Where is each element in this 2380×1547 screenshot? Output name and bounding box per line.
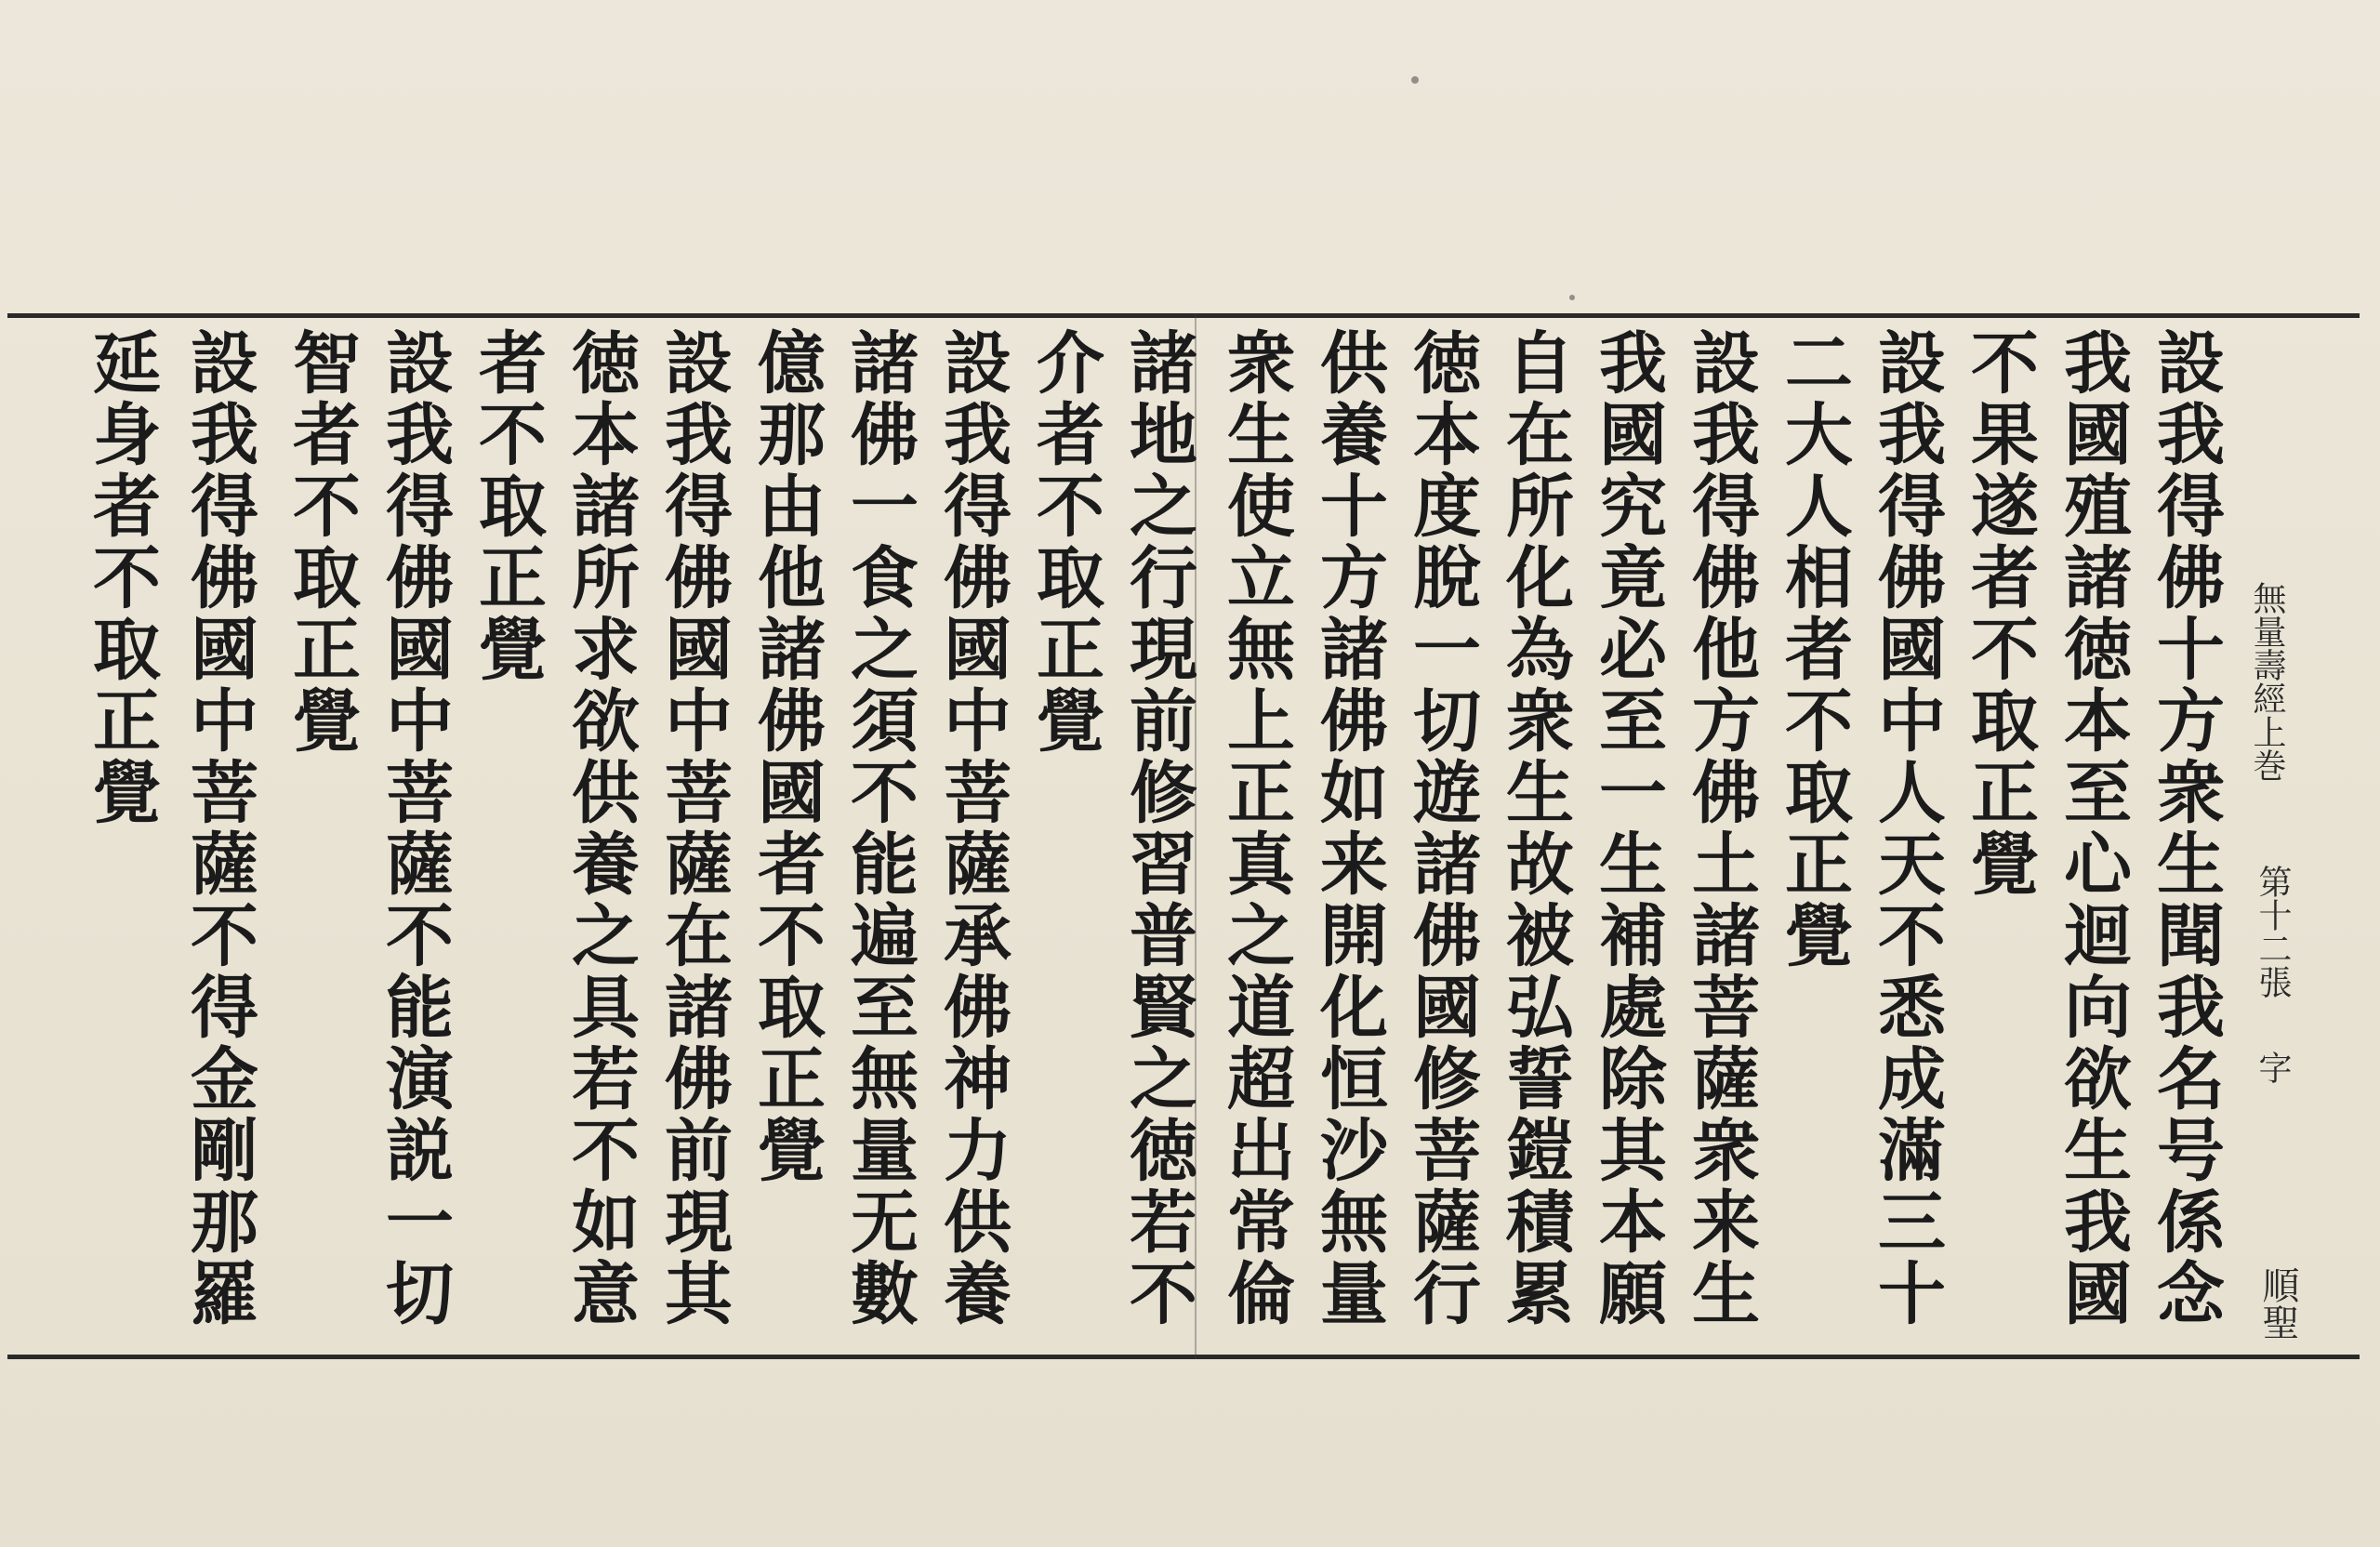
- sutra-title: 無量壽經上巻: [2248, 581, 2286, 782]
- text-column: 智者不取正覺: [281, 327, 361, 757]
- text-column: 我國究竟必至一生補處除其本願: [1587, 327, 1667, 1329]
- page-number: 第十二張: [2254, 865, 2292, 998]
- text-column: 設我得佛國中菩薩不得金剛那羅: [178, 327, 258, 1329]
- margin-bottom-label: 順聖: [2256, 1266, 2299, 1341]
- margin-char: 字: [2254, 1051, 2292, 1084]
- text-column: 設我得佛國中菩薩在諸佛前現其: [653, 327, 733, 1329]
- text-column: 不果遂者不取正覺: [1959, 327, 2039, 900]
- text-column: 供養十方諸佛如来開化恒沙無量: [1308, 327, 1388, 1329]
- paper-speck: [1569, 295, 1575, 300]
- text-column: 延身者不取正覺: [81, 327, 161, 828]
- text-column: 介者不取正覺: [1025, 327, 1104, 757]
- paper-speck: [1411, 76, 1419, 84]
- text-column: 諸佛一食之須不能遍至無量无數: [839, 327, 919, 1329]
- text-column: 者不取正覺: [467, 327, 547, 685]
- text-column: 二大人相者不取正覺: [1773, 327, 1853, 972]
- text-column: 設我得佛國中人天不悉成滿三十: [1866, 327, 1946, 1329]
- text-column: 設我得佛十方衆生聞我名号係念: [2145, 327, 2225, 1329]
- text-column: 億那由他諸佛國者不取正覺: [746, 327, 826, 1186]
- text-column: 設我得佛他方佛土諸菩薩衆来生: [1680, 327, 1760, 1329]
- text-column: 我國殖諸徳本至心迴向欲生我國: [2052, 327, 2132, 1329]
- text-column: 諸地之行現前修習普賢之徳若不: [1117, 327, 1197, 1329]
- text-column: 衆生使立無上正真之道超出常倫: [1215, 327, 1295, 1329]
- text-column: 設我得佛國中菩薩承佛神力供養: [932, 327, 1012, 1329]
- text-column: 徳本度脫一切遊諸佛國修菩薩行: [1401, 327, 1481, 1329]
- text-column: 設我得佛國中菩薩不能演説一切: [374, 327, 454, 1329]
- text-column: 自在所化為衆生故被弘誓鎧積累: [1494, 327, 1574, 1329]
- text-column: 徳本諸所求欲供養之具若不如意: [560, 327, 640, 1329]
